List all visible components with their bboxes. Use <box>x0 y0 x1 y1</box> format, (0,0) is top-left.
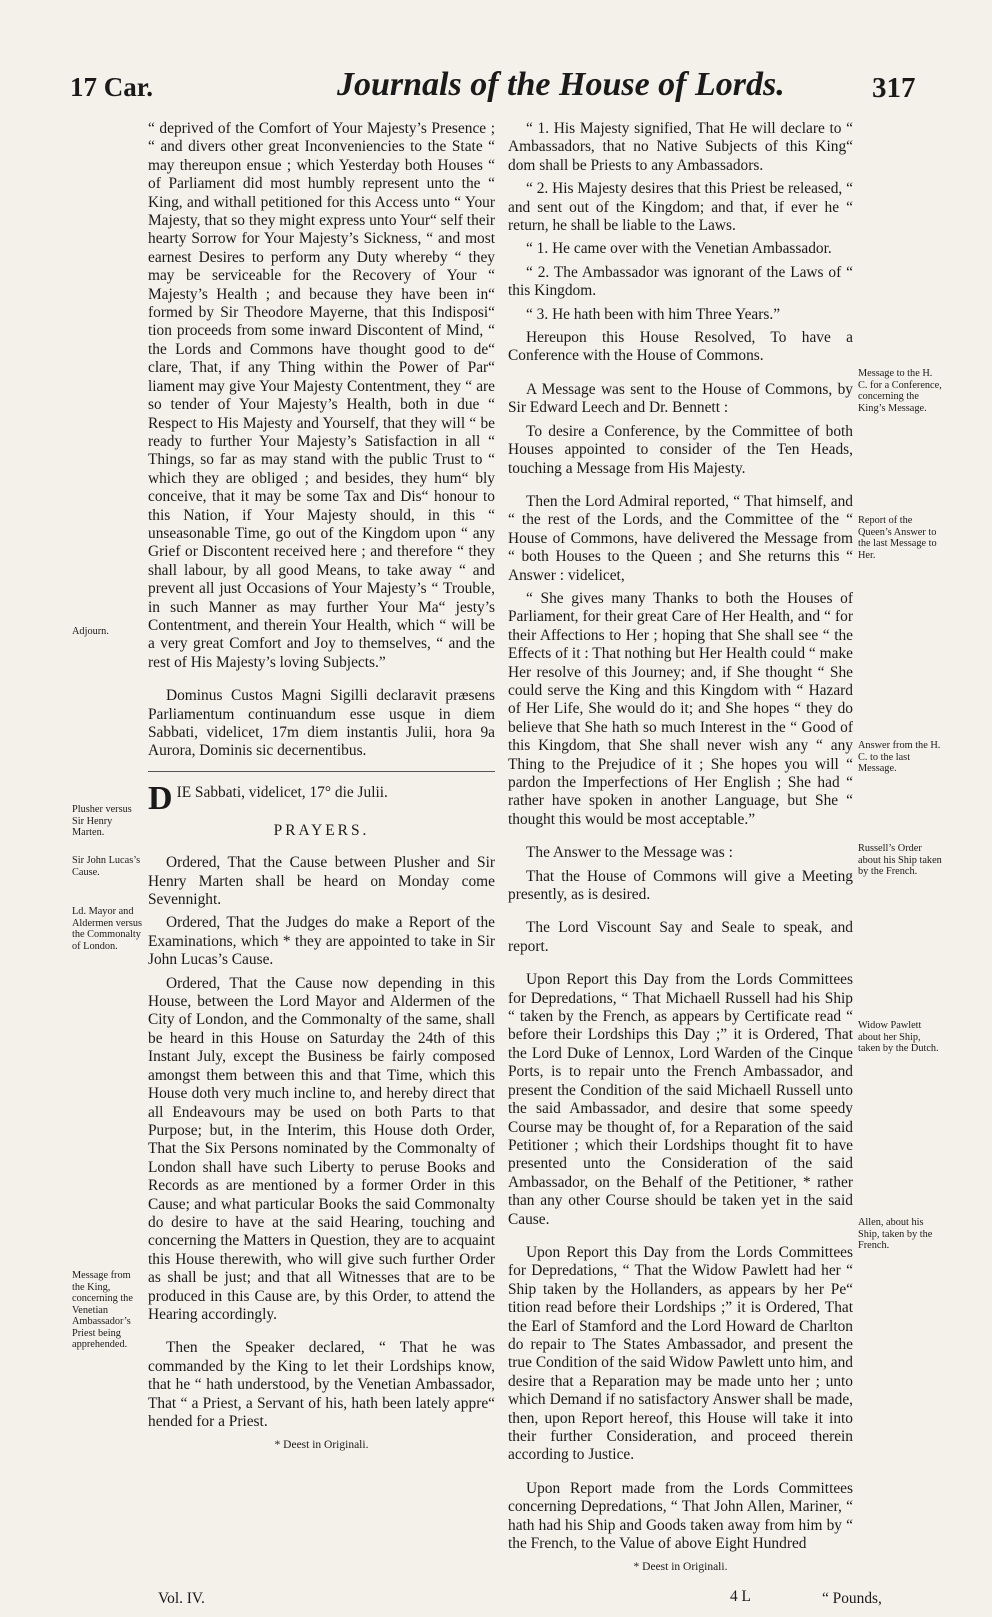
right-column <box>508 120 853 1582</box>
margin-note-adjourn: Adjourn. <box>72 626 109 637</box>
order-lucas: Ordered, That the Judges do make a Report of the Examinations, which * they are appointed to take in Sir John Lucas’s Cause. <box>148 914 495 969</box>
footnote-left: * Deest in Originali. <box>274 1439 369 1452</box>
signature-mark: 4 L <box>730 1588 751 1605</box>
prayers-heading: PRAYERS. <box>273 821 370 839</box>
header-page-number: 317 <box>872 72 916 104</box>
drop-cap: D <box>148 779 173 817</box>
allen-report: Upon Report made from the Lords Committees concerning Depredations, “ That John Allen, Mariner, “ hath had his Ship and Goods taken away from him by “ the French, to the Value of above Eight Hundred <box>508 1479 853 1553</box>
margin-note-answer: Answer from the H. C. to the last Message. <box>858 740 941 774</box>
priest-point-3: “ 3. He hath been with him Three Years.” <box>526 305 781 323</box>
priest-point-1: “ 1. He came over with the Venetian Ambassador. <box>526 240 832 258</box>
footnote-right: * Deest in Originali. <box>633 1561 728 1574</box>
priest-point-2: “ 2. The Ambassador was ignorant of the Laws of “ this Kingdom. <box>508 263 853 300</box>
margin-note-queen: Report of the Queen’s Answer to the last Message to Her. <box>858 515 937 561</box>
king-point-1: “ 1. His Majesty signified, That He will declare to “ Ambassadors, that no Native Subjects of this King“ dom shall be Priests to any Ambassadors. <box>508 120 853 174</box>
margin-note-mayor: Ld. Mayor and Aldermen versus the Commonalty of London. <box>72 906 143 952</box>
margin-note-conference: Message to the H. C. for a Conference, concerning the King’s Message. <box>858 368 942 414</box>
commons-answer: That the House of Commons will give a Meeting presently, as is desired. <box>508 867 853 904</box>
margin-note-russell: Russell’s Order about his Ship taken by the French. <box>858 843 942 877</box>
pawlett-report: Upon Report this Day from the Lords Committees for Depredations, “ That the Widow Pawlett had her “ Ship taken by the Hollanders, as appears by her Pe“ tition read before their Lordships ;” it is Ordered, That the Earl of Stamford and the Lord Howard de Charlton do repair to The States Ambassador, and present the true Condition of the said Widow Pawlett unto him, and desire that a Reparation may be made unto her ; unto which Demand if no satisfactory Answer shall be made, then, upon Report hereof, this House will take it into their further Consideration, and proceed therein according to Justice. <box>508 1243 853 1464</box>
answer-heading: The Answer to the Message was : <box>526 844 733 862</box>
left-column <box>148 120 495 1460</box>
speech-paragraph: “ deprived of the Comfort of Your Majesty’s Presence ; “ and divers other great Inconveniencies to the State “ may thereupon ensue ; which Yesterday both Houses “ of Parliament did most humbly represent unto the “ King, and withall petitioned for this Access unto “ Your Majesty, that so they might express unto Your“ self their hearty Sorrow for Your Majesty’s Sickness, “ and most earnest Desires to perform any Duty whereby “ they may be serviceable for the Recovery of Your “ Majesty’s Health ; and because they have been in“ formed by Sir Theodore Mayerne, that this Indisposi“ tion proceeds from some inward Discontent of Mind, “ the Lords and Commons have thought good to de“ clare, That, if any Thing within the Power of Par“ liament may give Your Majesty Contentment, they “ are so tender of Your Majesty’s Health, both in due “ Respect to His Majesty and Yourself, that they will “ be ready to further Your Majesty’s Satisfaction in all “ Things, so far as may stand with the public Trust to “ which they are obliged ; and besides, they hum“ bly conceive, that it may be some Tax and Dis“ honour to this Nation, if Your Majesty should, in this “ unseasonable Time, go out of the Kingdom upon “ any Grief or Discontent received here ; and therefore “ they shall labour, by all good Means, to take away “ and prevent all just Occasions of Your Majesty’s “ Trouble, in such Manner as may further Your Ma“ jesty’s Contentment, and therein Your Health, which “ will be a very great Comfort and Joy to themselves, “ and the rest of His Majesty’s loving Subjects.” <box>148 120 495 671</box>
margin-note-plusher: Plusher versus Sir Henry Marten. <box>72 804 132 838</box>
message-to-commons: A Message was sent to the House of Commons, by Sir Edward Leech and Dr. Bennett : <box>508 380 853 417</box>
order-lord-mayor: Ordered, That the Cause now depending in this House, between the Lord Mayor and Aldermen of the City of London, and the Commonalty of the same, shall be heard in this House on Saturday the 24th of this Instant July, except the Business be fairly composed amongst them between this and that Time, which this House doth very much incline to, and hereby direct that all Endeavours may be used on both Parts to that Purpose; but, in the Interim, this House doth Order, That the Six Persons nominated by the Commonalty of London shall have such Liberty to peruse Books and Records as are mentioned by a former Order in this Cause; and what particular Books the said Commonalty do desire to have at the said Hearing, touching and concerning the Matters in Question, they are to acquaint this House therewith, who will give such further Order as shall be just; and that all Witnesses that are to be produced in this Cause are, by this Order, to attend the Hearing accordingly. <box>148 974 495 1323</box>
conference-request: To desire a Conference, by the Committee of both Houses appointed to consider of the Ten Heads, touching a Message from His Majesty. <box>508 422 853 477</box>
section-divider <box>148 771 495 772</box>
header-regnal-year: 17 Car. <box>70 72 154 102</box>
king-point-2: “ 2. His Majesty desires that this Priest be released, “ and sent out of the Kingdom; and that, if ever he “ return, he shall be liable to the Laws. <box>508 180 853 235</box>
day-heading <box>148 779 495 817</box>
lord-admiral-report: Then the Lord Admiral reported, “ That himself, and “ the rest of the Lords, and the Committee of the “ House of Commons, have delivered the Message from “ both Houses to the Queen ; and She returns this “ Answer : videlicet, <box>508 492 853 584</box>
day-heading-text: IE Sabbati, videlicet, 17° die Julii. <box>176 783 388 801</box>
speaker-declaration: Then the Speaker declared, “ That he was commanded by the King to let their Lordships know, that he “ hath understood, by the Venetian Ambassador, That “ a Priest, a Servant of his, hath been lately appre“ hended for a Priest. <box>148 1339 495 1430</box>
margin-note-lucas: Sir John Lucas’s Cause. <box>72 855 141 878</box>
margin-note-allen: Allen, about his Ship, taken by the French. <box>858 1217 933 1251</box>
margin-note-venetian: Message from the King, concerning the Venetian Ambassador’s Priest being apprehended. <box>72 1270 133 1350</box>
catchword: “ Pounds, <box>822 1590 882 1607</box>
order-plusher: Ordered, That the Cause between Plusher and Sir Henry Marten shall be heard on Monday come Sevennight. <box>148 854 495 909</box>
header-title: Journals of the House of Lords. <box>337 66 785 103</box>
adjournment-paragraph: Dominus Custos Magni Sigilli declaravit præsens Parliamentum continuandum esse usque in diem Sabbati, videlicet, 17m diem instantis Julii, hora 9a Aurora, Dominis sic decernentibus. <box>148 687 495 760</box>
queen-answer: “ She gives many Thanks to both the Houses of Parliament, for their great Care of Her Health, and “ for their Affections to Her ; hoping that She shall see “ the Effects of it : That nothing but Her Health could “ make Her resolve of this Journey; and, if She thought “ She could serve the King and this Kingdom with “ Hazard of Her Life, She would do it; and She hopes “ they do believe that She hath so much Interest in the “ Good of this Kingdom, that She shall never wish any “ any Thing to the Prejudice of it ; She hopes you will “ pardon the Imperfections of Her English ; She had “ rather have spoken in another Language, but She “ thought this would be most acceptable.” <box>508 589 853 828</box>
conference-resolution: Hereupon this House Resolved, To have a Conference with the House of Commons. <box>508 329 853 365</box>
viscount-say-report: The Lord Viscount Say and Seale to speak, and report. <box>508 919 853 955</box>
volume-label: Vol. IV. <box>158 1590 205 1607</box>
margin-note-pawlett: Widow Pawlett about her Ship, taken by the Dutch. <box>858 1020 939 1054</box>
russell-report: Upon Report this Day from the Lords Committees for Depredations, “ That Michaell Russell had his Ship “ taken by the French, as appears by Certificate read “ before their Lordships this Day ;” it is Ordered, That the Lord Duke of Lennox, Lord Warden of the Cinque Ports, is to repair unto the French Ambassador, and present the Condition of the said Michaell Russell unto the said Ambassador, and desire that some speedy Course may be thought of, for a Reparation of the said Petitioner ; which their Lordships thought fit to have presented unto the Consideration of the said Ambassador, on the Behalf of the Petitioner, * rather than any other Course should be taken yet in the said Cause. <box>508 971 853 1228</box>
